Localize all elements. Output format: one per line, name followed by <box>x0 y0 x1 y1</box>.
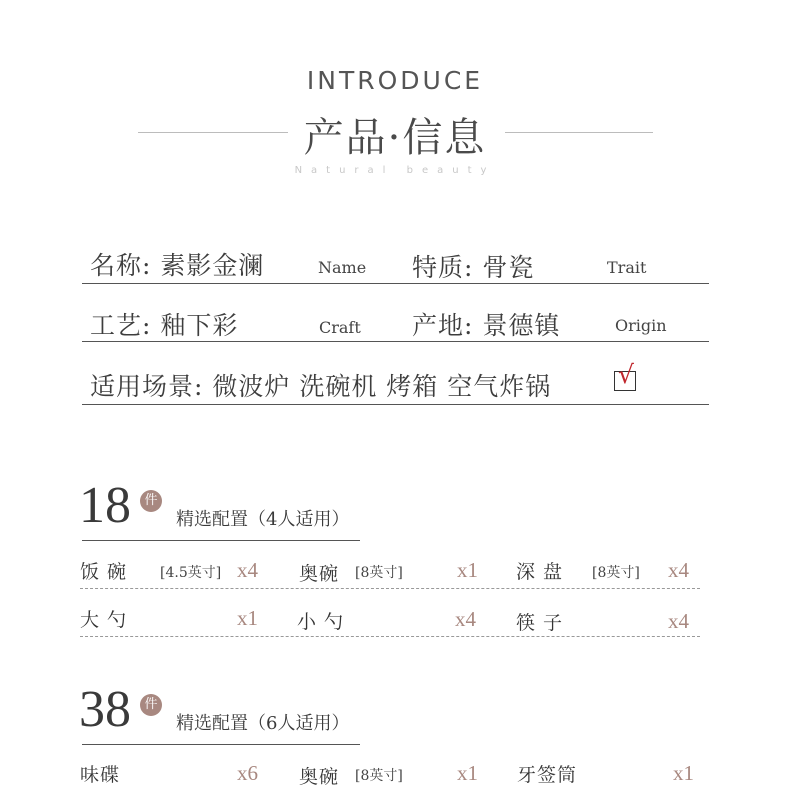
set38-item-name: 牙签筒 <box>517 764 578 786</box>
set18-item-qty: x4 <box>668 558 689 582</box>
set18-item-size: [8英寸] <box>355 565 403 581</box>
set18-row-divider <box>80 636 700 637</box>
trait-en-label: Trait <box>607 258 647 277</box>
set38-divider <box>82 744 360 745</box>
set38-item-qty: x1 <box>673 761 694 785</box>
set38-item-name: 味碟 <box>80 764 121 786</box>
set18-row-divider <box>80 588 700 589</box>
set18-item-qty: x4 <box>237 558 258 582</box>
intro-heading: INTRODUCE <box>306 66 484 95</box>
set38-item-size: [8英寸] <box>355 768 403 784</box>
set18-item-qty: x1 <box>457 558 478 582</box>
name-label: 名称: 素影金澜 <box>90 251 265 280</box>
trait-label: 特质: 骨瓷 <box>412 253 535 282</box>
info-divider-3 <box>82 404 709 405</box>
set18-item-name: 饭 碗 <box>80 561 128 583</box>
set18-item-name: 小 勺 <box>297 611 345 633</box>
set18-item-name: 奥碗 <box>299 563 340 585</box>
set18-item-size: [4.5英寸] <box>160 565 222 581</box>
set38-item-qty: x6 <box>237 761 258 785</box>
set18-item-name: 深 盘 <box>516 561 564 583</box>
origin-label: 产地: 景德镇 <box>412 311 561 340</box>
info-divider-1 <box>82 283 709 284</box>
name-en-label: Name <box>318 258 367 277</box>
page-subtitle: Natural beauty <box>294 165 496 176</box>
set18-item-qty: x1 <box>237 606 258 630</box>
check-mark-icon: √ <box>618 360 634 389</box>
info-divider-2 <box>82 341 709 342</box>
set18-unit-badge: 件 <box>140 490 162 512</box>
origin-en-label: Origin <box>615 316 667 335</box>
page-title: 产品·信息 <box>303 115 487 161</box>
set38-count: 38 <box>79 681 131 738</box>
set38-item-qty: x1 <box>457 761 478 785</box>
usage-label: 适用场景: 微波炉 洗碗机 烤箱 空气炸锅 <box>90 372 552 401</box>
craft-en-label: Craft <box>319 318 361 337</box>
set38-item-name: 奥碗 <box>299 766 340 788</box>
set18-item-name: 筷 子 <box>516 612 564 634</box>
set18-item-qty: x4 <box>455 607 476 631</box>
set18-item-size: [8英寸] <box>592 565 640 581</box>
set18-item-name: 大 勺 <box>80 609 128 631</box>
set18-desc: 精选配置（4人适用） <box>176 509 350 530</box>
set18-count: 18 <box>79 477 131 534</box>
set18-divider <box>82 540 360 541</box>
craft-label: 工艺: 釉下彩 <box>90 311 239 340</box>
set18-item-qty: x4 <box>668 609 689 633</box>
set38-unit-badge: 件 <box>140 694 162 716</box>
set38-desc: 精选配置（6人适用） <box>176 713 350 734</box>
